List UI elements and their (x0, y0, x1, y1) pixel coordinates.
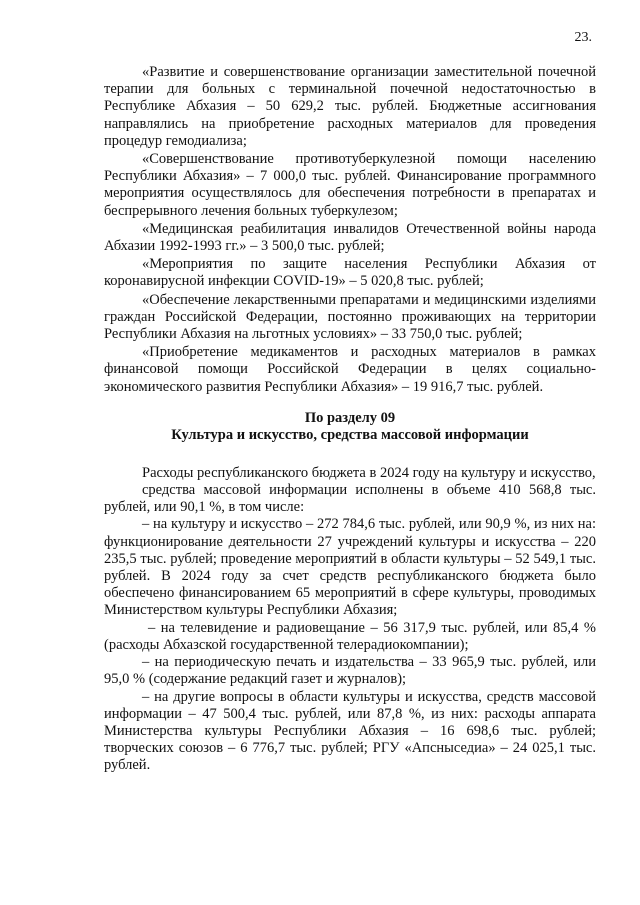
program-item: «Обеспечение лекарственными препаратами и медицинскими изделиями граждан Российской Федерации, постоянно проживающих на территории Республики Абхазия на льготных условиях» – 33 750,0 тыс. рублей; (104, 291, 596, 343)
section-title: По разделу 09 (304, 409, 396, 426)
document-body (104, 64, 596, 775)
culture-intro: Расходы республиканского бюджета в 2024 году на культуру и искусство, (142, 464, 596, 481)
section-subtitle: Культура и искусство, средства массовой информации (171, 427, 529, 444)
other-item: – на другие вопросы в области культуры и искусства, средств массовой информации – 47 500,4 тыс. рублей, или 87,8 %, из них: расходы аппарата Министерства культуры Республики Абхазия – 16 698,6 тыс. рублей; творческих союзов – 6 776,7 тыс. рублей; РГУ «Апсныседиа» – 24 025,1 тыс. рублей. (104, 688, 596, 774)
tv-item: – на телевидение и радиовещание – 56 317,9 тыс. рублей, или 85,4 % (расходы Абхазской государственной телерадиокомпании); (104, 619, 596, 653)
culture-item: – на культуру и искусство – 272 784,6 тыс. рублей, или 90,9 %, из них на: функционирование деятельности 27 учреждений культуры и искусства – 220 235,5 тыс. рублей; проведение мероприятий в области культуры – 52 549,1 тыс. рублей. В 2024 году за счет средств республиканского бюджета было обеспечено финансированием 65 мероприятий в сфере культуры, проводимых Министерством культуры Республики Абхазия; (104, 516, 596, 619)
program-item: «Приобретение медикаментов и расходных материалов в рамках финансовой помощи Российской Федерации в целях социально-экономического развития Республики Абхазия» – 19 916,7 тыс. рублей. (104, 344, 596, 395)
culture-total: средства массовой информации исполнены в объеме 410 568,8 тыс. рублей, или 90,1 %, в том числе: (104, 482, 596, 516)
program-item: «Мероприятия по защите населения Республики Абхазия от коронавирусной инфекции COVID-19» – 5 020,8 тыс. рублей; (104, 256, 596, 290)
program-item: «Совершенствование противотуберкулезной помощи населению Республики Абхазия» – 7 000,0 тыс. рублей. Финансирование программного мероприятия осуществлялось для обеспечения потребности в препаратах и беспрерывного лечения больных туберкулезом; (104, 151, 596, 219)
program-item: «Развитие и совершенствование организации заместительной почечной терапии для больных с терминальной почечной недостаточностью в Республике Абхазия – 50 629,2 тыс. рублей. Бюджетные ассигнования направлялись на приобретение расходных материалов для проведения процедур гемодиализа; (104, 64, 596, 149)
page-number: 23. (574, 30, 592, 45)
section-heading (104, 410, 596, 445)
print-item: – на периодическую печать и издательства – 33 965,9 тыс. рублей, или 95,0 % (содержание редакций газет и журналов); (104, 654, 596, 688)
program-item: «Медицинская реабилитация инвалидов Отечественной войны народа Абхазии 1992-1993 гг.» – 3 500,0 тыс. рублей; (104, 220, 596, 255)
